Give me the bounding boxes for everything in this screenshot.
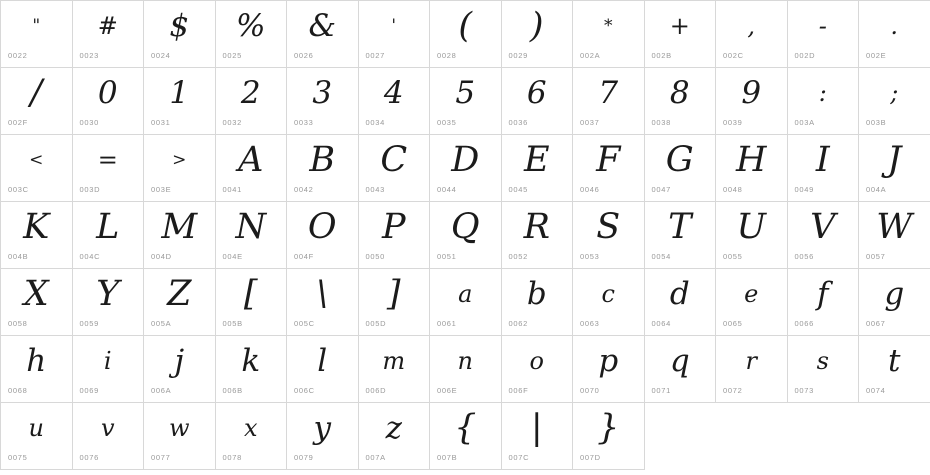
glyph-character: & — [308, 7, 337, 44]
glyph-character: J — [887, 139, 902, 180]
glyph-codepoint: 006D — [365, 386, 387, 395]
glyph-cell[interactable] — [73, 336, 145, 403]
glyph-cell[interactable] — [1, 269, 73, 336]
glyph-codepoint: 0041 — [222, 185, 242, 194]
glyph-character: G — [665, 139, 694, 180]
glyph-character: Y — [96, 273, 120, 314]
glyph-cell[interactable] — [788, 68, 860, 135]
glyph-character: p — [598, 342, 619, 379]
glyph-cell[interactable] — [430, 202, 502, 269]
glyph-codepoint: 0030 — [79, 118, 99, 127]
glyph-codepoint: 003B — [866, 118, 887, 127]
glyph-codepoint: 0067 — [866, 319, 886, 328]
glyph-character: K — [23, 206, 50, 247]
glyph-cell[interactable] — [716, 135, 788, 202]
glyph-character: X — [23, 273, 49, 314]
glyph-codepoint: 003E — [151, 185, 172, 194]
glyph-cell[interactable] — [216, 1, 288, 68]
glyph-cell[interactable] — [359, 1, 431, 68]
glyph-cell[interactable] — [216, 68, 288, 135]
glyph-cell[interactable] — [287, 202, 359, 269]
glyph-codepoint: 0028 — [437, 51, 457, 60]
glyph-character: 8 — [669, 74, 690, 111]
glyph-character: h — [26, 342, 47, 379]
glyph-cell[interactable] — [144, 1, 216, 68]
glyph-character: ] — [386, 273, 401, 314]
glyph-cell[interactable] — [859, 135, 930, 202]
glyph-cell[interactable] — [430, 1, 502, 68]
glyph-character: c — [601, 280, 615, 308]
glyph-cell[interactable] — [502, 135, 574, 202]
glyph-character: W — [876, 206, 913, 247]
glyph-cell[interactable] — [502, 403, 574, 470]
glyph-cell[interactable] — [287, 68, 359, 135]
glyph-codepoint: 0022 — [8, 51, 28, 60]
glyph-codepoint: 0063 — [580, 319, 600, 328]
glyph-cell[interactable] — [502, 1, 574, 68]
glyph-cell[interactable] — [359, 403, 431, 470]
glyph-cell[interactable] — [73, 202, 145, 269]
glyph-cell[interactable] — [359, 336, 431, 403]
glyph-codepoint: 0037 — [580, 118, 600, 127]
glyph-cell[interactable] — [73, 403, 145, 470]
glyph-codepoint: 0048 — [723, 185, 743, 194]
glyph-character: \ — [316, 273, 329, 314]
glyph-character: v — [100, 414, 115, 442]
glyph-codepoint: 0069 — [79, 386, 99, 395]
glyph-cell[interactable] — [287, 1, 359, 68]
glyph-codepoint: 0074 — [866, 386, 886, 395]
glyph-cell[interactable] — [73, 68, 145, 135]
glyph-cell[interactable] — [1, 135, 73, 202]
glyph-cell[interactable] — [788, 135, 860, 202]
glyph-cell[interactable] — [502, 336, 574, 403]
glyph-codepoint: 0032 — [222, 118, 242, 127]
glyph-codepoint: 004D — [151, 252, 172, 261]
glyph-codepoint: 0031 — [151, 118, 171, 127]
glyph-codepoint: 0046 — [580, 185, 600, 194]
glyph-character: O — [307, 206, 337, 247]
glyph-character: E — [523, 139, 550, 180]
glyph-codepoint: 0050 — [365, 252, 385, 261]
glyph-cell[interactable] — [430, 135, 502, 202]
glyph-codepoint: 0038 — [651, 118, 671, 127]
glyph-cell[interactable] — [144, 403, 216, 470]
glyph-codepoint: 0065 — [723, 319, 743, 328]
glyph-codepoint: 0072 — [723, 386, 743, 395]
glyph-character: S — [596, 206, 621, 247]
glyph-character: t — [888, 342, 901, 379]
glyph-cell[interactable] — [859, 1, 930, 68]
glyph-character: = — [97, 146, 118, 174]
glyph-codepoint: 0073 — [794, 386, 814, 395]
glyph-cell-empty — [645, 403, 717, 470]
glyph-codepoint: 006B — [222, 386, 243, 395]
glyph-codepoint: 0051 — [437, 252, 457, 261]
glyph-character: : — [818, 79, 827, 107]
glyph-codepoint: 0068 — [8, 386, 28, 395]
glyph-cell[interactable] — [645, 135, 717, 202]
glyph-cell[interactable] — [430, 403, 502, 470]
glyph-codepoint: 005B — [222, 319, 243, 328]
glyph-codepoint: 0064 — [651, 319, 671, 328]
glyph-cell[interactable] — [716, 68, 788, 135]
glyph-codepoint: 0042 — [294, 185, 314, 194]
glyph-cell[interactable] — [216, 403, 288, 470]
glyph-character: 2 — [240, 74, 261, 111]
glyph-character: d — [669, 275, 690, 312]
glyph-character: R — [523, 206, 550, 247]
glyph-character: g — [884, 275, 905, 312]
glyph-cell[interactable] — [216, 336, 288, 403]
glyph-codepoint: 004A — [866, 185, 887, 194]
glyph-character: - — [818, 12, 827, 40]
glyph-cell[interactable] — [502, 269, 574, 336]
glyph-cell[interactable] — [1, 68, 73, 135]
glyph-cell[interactable] — [645, 1, 717, 68]
glyph-cell[interactable] — [788, 336, 860, 403]
glyph-character: < — [29, 149, 44, 170]
glyph-cell[interactable] — [573, 336, 645, 403]
glyph-character: 7 — [598, 74, 619, 111]
glyph-character: i — [103, 347, 112, 375]
glyph-codepoint: 0052 — [508, 252, 528, 261]
glyph-codepoint: 0062 — [508, 319, 528, 328]
glyph-character: P — [381, 206, 406, 247]
glyph-codepoint: 006F — [508, 386, 529, 395]
glyph-codepoint: 0047 — [651, 185, 671, 194]
glyph-codepoint: 006E — [437, 386, 458, 395]
glyph-cell-empty — [716, 403, 788, 470]
glyph-character: n — [457, 347, 473, 375]
glyph-cell[interactable] — [144, 269, 216, 336]
glyph-cell[interactable] — [788, 202, 860, 269]
glyph-character: ( — [458, 5, 473, 46]
glyph-codepoint: 0079 — [294, 453, 314, 462]
glyph-codepoint: 002C — [723, 51, 744, 60]
glyph-cell[interactable] — [573, 269, 645, 336]
glyph-codepoint: 0053 — [580, 252, 600, 261]
glyph-codepoint: 0054 — [651, 252, 671, 261]
glyph-character: { — [454, 407, 477, 448]
glyph-codepoint: 0075 — [8, 453, 28, 462]
glyph-character: ; — [890, 79, 899, 107]
glyph-cell[interactable] — [216, 135, 288, 202]
glyph-cell[interactable] — [73, 135, 145, 202]
glyph-cell[interactable] — [716, 269, 788, 336]
glyph-codepoint: 0059 — [79, 319, 99, 328]
glyph-codepoint: 007B — [437, 453, 458, 462]
glyph-codepoint: 0071 — [651, 386, 671, 395]
glyph-cell[interactable] — [716, 336, 788, 403]
glyph-character: x — [243, 414, 258, 442]
glyph-character: [ — [243, 273, 258, 314]
glyph-character: s — [816, 347, 829, 375]
glyph-codepoint: 0055 — [723, 252, 743, 261]
glyph-codepoint: 005D — [365, 319, 387, 328]
glyph-character: 5 — [455, 74, 476, 111]
glyph-character: # — [97, 12, 118, 40]
glyph-codepoint: 007C — [508, 453, 530, 462]
glyph-character: 4 — [383, 74, 404, 111]
glyph-character: a — [458, 280, 473, 308]
glyph-codepoint: 0024 — [151, 51, 171, 60]
glyph-character: ) — [529, 5, 544, 46]
glyph-character: > — [172, 149, 187, 170]
glyph-character: m — [382, 347, 406, 375]
glyph-codepoint: 002A — [580, 51, 601, 60]
glyph-character: + — [669, 12, 690, 40]
glyph-codepoint: 0025 — [222, 51, 242, 60]
glyph-codepoint: 004B — [8, 252, 29, 261]
glyph-cell[interactable] — [716, 1, 788, 68]
glyph-character: . — [890, 12, 899, 40]
glyph-cell[interactable] — [287, 269, 359, 336]
glyph-codepoint: 0066 — [794, 319, 814, 328]
glyph-cell[interactable] — [144, 336, 216, 403]
glyph-codepoint: 0027 — [365, 51, 385, 60]
glyph-character: N — [235, 206, 267, 247]
glyph-character: ' — [391, 15, 397, 36]
glyph-codepoint: 0056 — [794, 252, 814, 261]
glyph-cell[interactable] — [573, 202, 645, 269]
glyph-cell[interactable] — [859, 68, 930, 135]
glyph-character: } — [597, 407, 620, 448]
glyph-codepoint: 004F — [294, 252, 314, 261]
glyph-cell[interactable] — [645, 269, 717, 336]
glyph-codepoint: 0076 — [79, 453, 99, 462]
glyph-character: " — [32, 15, 41, 36]
glyph-character: C — [380, 139, 408, 180]
glyph-character: D — [451, 139, 480, 180]
glyph-cell-empty — [859, 403, 930, 470]
glyph-character: F — [596, 139, 621, 180]
glyph-codepoint: 003C — [8, 185, 29, 194]
glyph-codepoint: 0049 — [794, 185, 814, 194]
glyph-codepoint: 002F — [8, 118, 28, 127]
glyph-character: w — [168, 414, 190, 442]
glyph-character: H — [735, 139, 767, 180]
glyph-cell[interactable] — [73, 269, 145, 336]
glyph-codepoint: 0070 — [580, 386, 600, 395]
glyph-character: l — [317, 342, 328, 379]
glyph-cell[interactable] — [502, 68, 574, 135]
glyph-cell[interactable] — [716, 202, 788, 269]
glyph-character: % — [236, 7, 266, 44]
glyph-codepoint: 006A — [151, 386, 172, 395]
glyph-cell[interactable] — [645, 202, 717, 269]
glyph-cell[interactable] — [1, 202, 73, 269]
glyph-cell[interactable] — [1, 403, 73, 470]
glyph-cell[interactable] — [573, 135, 645, 202]
glyph-cell[interactable] — [645, 336, 717, 403]
glyph-codepoint: 0078 — [222, 453, 242, 462]
glyph-character: M — [161, 206, 198, 247]
glyph-character: z — [385, 409, 402, 446]
glyph-cell[interactable] — [859, 202, 930, 269]
glyph-codepoint: 0029 — [508, 51, 528, 60]
glyph-cell[interactable] — [216, 202, 288, 269]
glyph-cell[interactable] — [287, 135, 359, 202]
glyph-cell[interactable] — [430, 68, 502, 135]
glyph-codepoint: 0036 — [508, 118, 528, 127]
glyph-character: y — [313, 409, 331, 446]
glyph-cell[interactable] — [1, 1, 73, 68]
glyph-cell[interactable] — [144, 202, 216, 269]
glyph-codepoint: 004E — [222, 252, 243, 261]
glyph-character: r — [745, 347, 757, 375]
glyph-character: 6 — [526, 74, 547, 111]
glyph-character: $ — [169, 7, 190, 44]
glyph-character: , — [747, 12, 756, 40]
glyph-codepoint: 0058 — [8, 319, 28, 328]
glyph-codepoint: 004C — [79, 252, 101, 261]
glyph-codepoint: 0061 — [437, 319, 457, 328]
glyph-cell[interactable] — [359, 135, 431, 202]
glyph-cell[interactable] — [573, 403, 645, 470]
glyph-cell[interactable] — [573, 68, 645, 135]
glyph-character: u — [28, 414, 44, 442]
glyph-codepoint: 0077 — [151, 453, 171, 462]
glyph-character: k — [241, 342, 261, 379]
glyph-cell[interactable] — [359, 68, 431, 135]
glyph-character: V — [810, 206, 836, 247]
glyph-cell[interactable] — [430, 336, 502, 403]
glyph-codepoint: 006C — [294, 386, 315, 395]
glyph-cell[interactable] — [430, 269, 502, 336]
glyph-character: e — [744, 280, 759, 308]
glyph-character: / — [30, 72, 43, 113]
glyph-cell[interactable] — [287, 403, 359, 470]
glyph-codepoint: 0045 — [508, 185, 528, 194]
glyph-character: 1 — [169, 74, 190, 111]
glyph-cell-empty — [788, 403, 860, 470]
glyph-codepoint: 0043 — [365, 185, 385, 194]
glyph-character: Q — [450, 206, 480, 247]
glyph-character: o — [529, 347, 544, 375]
glyph-character: L — [96, 206, 120, 247]
glyph-character: j — [174, 342, 185, 379]
glyph-character: I — [815, 139, 830, 180]
glyph-cell[interactable] — [645, 68, 717, 135]
glyph-character: * — [604, 15, 613, 36]
glyph-cell[interactable] — [73, 1, 145, 68]
glyph-cell[interactable] — [216, 269, 288, 336]
glyph-codepoint: 003A — [794, 118, 815, 127]
glyph-cell[interactable] — [502, 202, 574, 269]
glyph-cell[interactable] — [788, 1, 860, 68]
glyph-codepoint: 005C — [294, 319, 315, 328]
glyph-codepoint: 0044 — [437, 185, 457, 194]
glyph-codepoint: 007D — [580, 453, 601, 462]
glyph-cell[interactable] — [359, 202, 431, 269]
glyph-codepoint: 0023 — [79, 51, 99, 60]
glyph-character: 9 — [741, 74, 762, 111]
glyph-character: 0 — [97, 74, 118, 111]
glyph-character: f — [817, 275, 829, 312]
glyph-codepoint: 0033 — [294, 118, 314, 127]
glyph-codepoint: 007A — [365, 453, 386, 462]
glyph-cell[interactable] — [144, 68, 216, 135]
glyph-cell[interactable] — [144, 135, 216, 202]
glyph-codepoint: 002E — [866, 51, 887, 60]
glyph-character: b — [526, 275, 547, 312]
glyph-codepoint: 0039 — [723, 118, 743, 127]
glyph-character: T — [668, 206, 692, 247]
glyph-codepoint: 002B — [651, 51, 672, 60]
glyph-cell[interactable] — [788, 269, 860, 336]
glyph-character: Z — [167, 273, 192, 314]
glyph-codepoint: 0026 — [294, 51, 314, 60]
glyph-codepoint: 0057 — [866, 252, 886, 261]
glyph-character: 3 — [312, 74, 333, 111]
glyph-codepoint: 002D — [794, 51, 816, 60]
glyph-character: B — [309, 139, 336, 180]
glyph-character: A — [238, 139, 264, 180]
glyph-cell[interactable] — [287, 336, 359, 403]
glyph-cell[interactable] — [359, 269, 431, 336]
glyph-cell[interactable] — [859, 336, 930, 403]
glyph-codepoint: 0034 — [365, 118, 385, 127]
glyph-cell[interactable] — [1, 336, 73, 403]
glyph-character: U — [736, 206, 766, 247]
glyph-cell[interactable] — [859, 269, 930, 336]
glyph-cell[interactable] — [573, 1, 645, 68]
glyph-codepoint: 0035 — [437, 118, 457, 127]
glyph-character: q — [669, 342, 690, 379]
glyph-codepoint: 003D — [79, 185, 101, 194]
glyph-character: | — [530, 407, 543, 448]
glyph-codepoint: 005A — [151, 319, 172, 328]
